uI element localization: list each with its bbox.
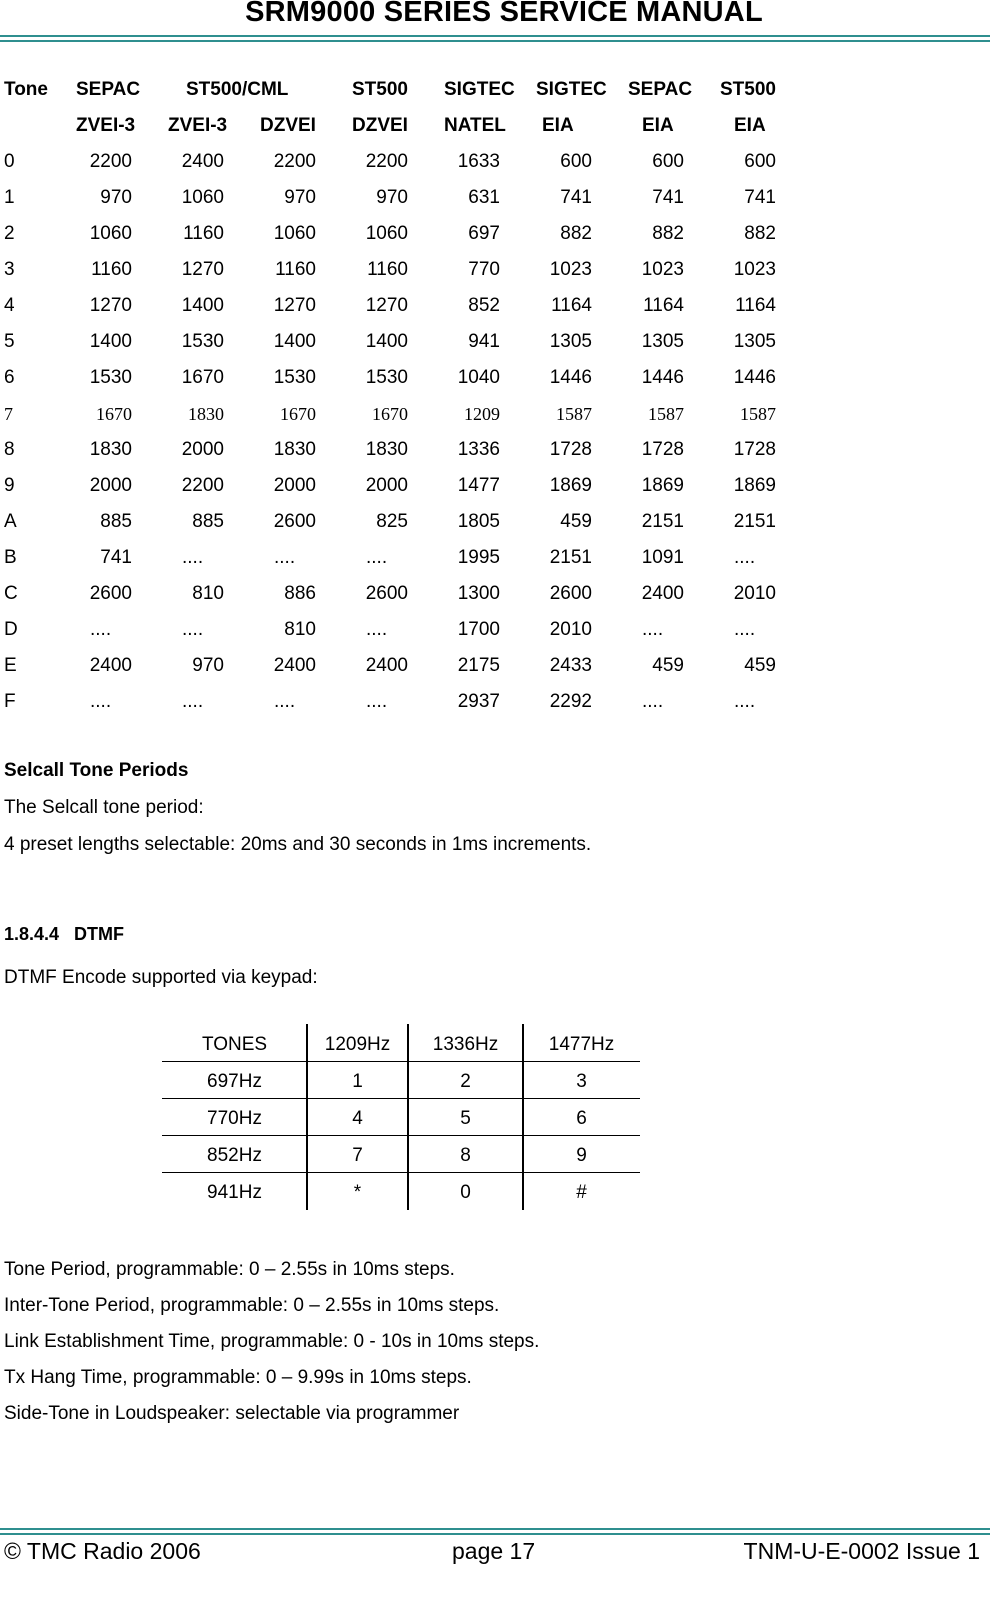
tone-frequency: 1830 xyxy=(188,404,224,424)
tone-table-header: Tone xyxy=(4,79,48,100)
dtmf-section-title: DTMF xyxy=(74,924,124,944)
dtmf-column-divider xyxy=(306,1024,308,1210)
tone-frequency: 1587 xyxy=(648,404,684,424)
tone-frequency: 1530 xyxy=(181,331,224,352)
tone-table-row xyxy=(4,504,804,540)
tone-frequency: 1060 xyxy=(273,223,316,244)
dtmf-column-divider xyxy=(522,1024,524,1210)
tone-frequency: 1400 xyxy=(365,331,408,352)
tone-frequency: 741 xyxy=(744,187,776,208)
tone-label: B xyxy=(4,547,17,568)
tone-frequency: 970 xyxy=(376,187,408,208)
dtmf-row-tone: 852Hz xyxy=(207,1145,262,1166)
tone-frequency: 1160 xyxy=(183,223,224,244)
tone-frequency: 1995 xyxy=(457,547,500,568)
dtmf-row-divider xyxy=(162,1098,640,1099)
tone-frequency: 1160 xyxy=(367,259,408,280)
tone-table-row xyxy=(4,576,804,612)
tone-frequency: 2000 xyxy=(181,439,224,460)
tone-frequency: 2000 xyxy=(365,475,408,496)
tone-frequency: 2292 xyxy=(549,691,592,712)
tone-frequency: 2010 xyxy=(733,583,776,604)
dtmf-keypad-table xyxy=(162,1024,640,1210)
tone-table-row xyxy=(4,216,804,252)
footer-document-id: TNM-U-E-0002 Issue 1 xyxy=(743,1538,980,1564)
tone-label: 7 xyxy=(4,404,13,424)
tone-label: 5 xyxy=(4,331,15,352)
tone-table-row xyxy=(4,324,804,360)
tone-frequency: .... xyxy=(366,691,388,712)
tone-frequency: 770 xyxy=(468,259,500,280)
tone-table-header: ST500 xyxy=(720,79,776,100)
dtmf-key: 0 xyxy=(460,1182,471,1203)
dtmf-table-header: 1209Hz xyxy=(324,1034,391,1055)
tone-frequency: 1670 xyxy=(372,404,408,424)
tone-frequency: 1587 xyxy=(556,404,592,424)
tone-frequency: 1305 xyxy=(549,331,592,352)
tone-frequency: 1633 xyxy=(457,151,500,172)
dtmf-row-divider xyxy=(162,1061,640,1062)
dtmf-key: 8 xyxy=(460,1145,471,1166)
tone-table-header: ST500/CML xyxy=(186,79,289,100)
tone-frequency: 1728 xyxy=(733,439,776,460)
dtmf-key: * xyxy=(353,1182,362,1203)
tone-label: 6 xyxy=(4,367,15,388)
tone-table-subheader: DZVEI xyxy=(352,115,408,136)
dtmf-note: Tx Hang Time, programmable: 0 – 9.99s in 10ms steps. xyxy=(4,1367,472,1388)
tone-frequency: 2010 xyxy=(549,619,592,640)
tone-frequency: 2200 xyxy=(365,151,408,172)
tone-frequency: 600 xyxy=(744,151,776,172)
dtmf-note: Side-Tone in Loudspeaker: selectable via programmer xyxy=(4,1403,460,1424)
dtmf-column-divider xyxy=(407,1024,409,1210)
tone-frequency: 1587 xyxy=(740,404,776,424)
tone-table-row xyxy=(4,648,804,684)
tone-frequency: 1869 xyxy=(733,475,776,496)
tone-frequency: 810 xyxy=(192,583,224,604)
tone-frequency: 1164 xyxy=(735,295,776,316)
tone-frequency: 2433 xyxy=(549,655,592,676)
tone-table-row xyxy=(4,468,804,504)
tone-table-subheader: NATEL xyxy=(444,115,506,136)
tone-frequency: 970 xyxy=(284,187,316,208)
tone-label: 0 xyxy=(4,151,15,172)
tone-frequency: 2600 xyxy=(273,511,316,532)
dtmf-table-header: 1477Hz xyxy=(548,1034,615,1055)
tone-frequency: 1164 xyxy=(643,295,684,316)
tone-label: D xyxy=(4,619,18,640)
tone-frequency: 1670 xyxy=(96,404,132,424)
tone-frequency: 1336 xyxy=(457,439,500,460)
dtmf-key: 7 xyxy=(352,1145,363,1166)
tone-frequency: .... xyxy=(182,547,204,568)
tone-label: 9 xyxy=(4,475,15,496)
tone-frequency: 741 xyxy=(560,187,592,208)
tone-frequency: 1164 xyxy=(551,295,592,316)
tone-table-row xyxy=(4,288,804,324)
dtmf-key: 2 xyxy=(460,1071,471,1092)
tone-frequency: .... xyxy=(274,547,296,568)
dtmf-note: Tone Period, programmable: 0 – 2.55s in 10ms steps. xyxy=(4,1259,455,1280)
tone-frequency: 882 xyxy=(652,223,684,244)
tone-frequency: 600 xyxy=(652,151,684,172)
tone-frequency: 1300 xyxy=(457,583,500,604)
tone-frequency: 2400 xyxy=(273,655,316,676)
tone-frequency: 1023 xyxy=(733,259,776,280)
tone-frequency: .... xyxy=(642,619,664,640)
tone-frequency: 459 xyxy=(652,655,684,676)
tone-frequency: 941 xyxy=(468,331,500,352)
tone-table-row xyxy=(4,612,804,648)
dtmf-key: # xyxy=(576,1182,587,1203)
header-rule-bottom xyxy=(0,40,990,42)
tone-frequency: 1400 xyxy=(89,331,132,352)
tone-frequency: 1023 xyxy=(549,259,592,280)
tone-frequency: .... xyxy=(90,691,112,712)
dtmf-intro: DTMF Encode supported via keypad: xyxy=(4,967,318,988)
tone-frequency: 2937 xyxy=(457,691,500,712)
tone-table-header-row2 xyxy=(4,108,804,144)
selcall-heading: Selcall Tone Periods xyxy=(4,760,189,781)
tone-frequency: 970 xyxy=(100,187,132,208)
tone-frequency: 459 xyxy=(744,655,776,676)
dtmf-key: 4 xyxy=(352,1108,363,1129)
tone-table-subheader: DZVEI xyxy=(260,115,316,136)
tone-label: 1 xyxy=(4,187,15,208)
tone-label: A xyxy=(4,511,17,532)
dtmf-row-tone: 770Hz xyxy=(207,1108,262,1129)
tone-table-row xyxy=(4,396,804,432)
tone-frequency: 2200 xyxy=(273,151,316,172)
tone-table-header-row1 xyxy=(4,72,804,108)
tone-frequency: .... xyxy=(90,619,112,640)
footer-copyright: © TMC Radio 2006 xyxy=(4,1538,201,1564)
tone-table-row xyxy=(4,360,804,396)
tone-frequency: 1305 xyxy=(641,331,684,352)
tone-frequency: 1446 xyxy=(549,367,592,388)
tone-frequency: 970 xyxy=(192,655,224,676)
tone-frequency: 1830 xyxy=(89,439,132,460)
tone-frequency: 1270 xyxy=(273,295,316,316)
tone-table-subheader: EIA xyxy=(734,115,766,136)
tone-frequency: .... xyxy=(182,691,204,712)
tone-frequency: 2200 xyxy=(181,475,224,496)
dtmf-key: 1 xyxy=(352,1071,363,1092)
tone-frequency: 1060 xyxy=(181,187,224,208)
tone-frequency: 1060 xyxy=(89,223,132,244)
tone-table-row xyxy=(4,684,804,720)
tone-frequency: .... xyxy=(734,547,756,568)
dtmf-key: 3 xyxy=(576,1071,587,1092)
tone-frequency: 2400 xyxy=(181,151,224,172)
dtmf-section-number: 1.8.4.4 xyxy=(4,924,60,944)
tone-frequency: 2000 xyxy=(273,475,316,496)
tone-frequency: .... xyxy=(366,547,388,568)
tone-frequency: 2200 xyxy=(89,151,132,172)
tone-frequency: 1728 xyxy=(641,439,684,460)
tone-frequency: 885 xyxy=(192,511,224,532)
tone-table-subheader: ZVEI-3 xyxy=(76,115,136,136)
tone-table-row xyxy=(4,540,804,576)
tone-frequency: 852 xyxy=(468,295,500,316)
tone-frequency: .... xyxy=(366,619,388,640)
tone-label: F xyxy=(4,691,16,712)
tone-table-subheader: EIA xyxy=(542,115,574,136)
tone-frequency: 1040 xyxy=(457,367,500,388)
footer-page-number: page 17 xyxy=(452,1538,536,1564)
tone-frequency: 1830 xyxy=(273,439,316,460)
tone-frequency: 1270 xyxy=(365,295,408,316)
dtmf-row-tone: 941Hz xyxy=(207,1182,262,1203)
tone-label: 2 xyxy=(4,223,15,244)
tone-frequency: .... xyxy=(182,619,204,640)
page-header-title: SRM9000 SERIES SERVICE MANUAL xyxy=(245,0,763,28)
dtmf-key: 9 xyxy=(576,1145,587,1166)
tone-frequency: 1160 xyxy=(91,259,132,280)
tone-frequency: 882 xyxy=(744,223,776,244)
dtmf-row-divider xyxy=(162,1135,640,1136)
tone-frequency: 1728 xyxy=(549,439,592,460)
tone-frequency: 1670 xyxy=(181,367,224,388)
tone-frequency: 2600 xyxy=(89,583,132,604)
tone-frequency: 1270 xyxy=(181,259,224,280)
tone-frequency: 2175 xyxy=(457,655,500,676)
tone-frequency: 1477 xyxy=(457,475,500,496)
tone-frequency: 1530 xyxy=(273,367,316,388)
tone-frequency: 2151 xyxy=(549,547,592,568)
tone-frequency: 1530 xyxy=(89,367,132,388)
tone-frequency: 2400 xyxy=(641,583,684,604)
tone-table-subheader: ZVEI-3 xyxy=(168,115,228,136)
dtmf-table-header: 1336Hz xyxy=(432,1034,499,1055)
tone-frequency: 885 xyxy=(100,511,132,532)
tone-frequency: 2400 xyxy=(365,655,408,676)
tone-frequency: 1446 xyxy=(733,367,776,388)
tone-frequency: 1446 xyxy=(641,367,684,388)
tone-frequency: .... xyxy=(274,691,296,712)
tone-frequency: 1700 xyxy=(457,619,500,640)
tone-frequency: 2000 xyxy=(89,475,132,496)
tone-frequency: 1023 xyxy=(641,259,684,280)
dtmf-row-divider xyxy=(162,1172,640,1173)
tone-frequency: .... xyxy=(642,691,664,712)
tone-frequency: 882 xyxy=(560,223,592,244)
tone-frequency: 1091 xyxy=(641,547,684,568)
dtmf-key: 6 xyxy=(576,1108,587,1129)
tone-table-header: SIGTEC xyxy=(444,79,515,100)
tone-frequency: 1270 xyxy=(89,295,132,316)
tone-frequency: 2600 xyxy=(549,583,592,604)
tone-frequency: 2151 xyxy=(733,511,776,532)
tone-label: C xyxy=(4,583,18,604)
tone-frequency: 631 xyxy=(468,187,500,208)
tone-label: 3 xyxy=(4,259,15,280)
dtmf-row-tone: 697Hz xyxy=(207,1071,262,1092)
footer-rule-top xyxy=(0,1528,990,1530)
header-rule-top xyxy=(0,35,990,37)
tone-table-subheader: EIA xyxy=(642,115,674,136)
tone-frequency: 1670 xyxy=(280,404,316,424)
tone-frequency: 741 xyxy=(652,187,684,208)
tone-frequency: 2400 xyxy=(89,655,132,676)
tone-frequency: .... xyxy=(734,619,756,640)
tone-table-row xyxy=(4,180,804,216)
tone-frequency: 1209 xyxy=(464,404,500,424)
tone-frequency: 810 xyxy=(284,619,316,640)
selcall-text-line2: 4 preset lengths selectable: 20ms and 30 seconds in 1ms increments. xyxy=(4,834,592,855)
tone-frequency: 1305 xyxy=(733,331,776,352)
tone-frequency: 1869 xyxy=(549,475,592,496)
tone-table-row xyxy=(4,144,804,180)
tone-frequency: 1060 xyxy=(365,223,408,244)
tone-table-header: ST500 xyxy=(352,79,408,100)
tone-frequency: 1805 xyxy=(457,511,500,532)
tone-frequency: 825 xyxy=(376,511,408,532)
tone-frequency: 1830 xyxy=(365,439,408,460)
tone-table-header: SIGTEC xyxy=(536,79,607,100)
dtmf-table-header: TONES xyxy=(201,1034,268,1055)
tone-table-header: SEPAC xyxy=(76,79,141,100)
tone-table-header: SEPAC xyxy=(628,79,693,100)
tone-frequency: 886 xyxy=(284,583,316,604)
tone-frequency: 1400 xyxy=(273,331,316,352)
tone-frequency: 1530 xyxy=(365,367,408,388)
tone-frequency: .... xyxy=(734,691,756,712)
tone-label: 4 xyxy=(4,295,15,316)
dtmf-key: 5 xyxy=(460,1108,471,1129)
tone-frequency: 2151 xyxy=(641,511,684,532)
tone-label: 8 xyxy=(4,439,15,460)
tone-frequency: 1869 xyxy=(641,475,684,496)
tone-label: E xyxy=(4,655,17,676)
tone-table-row xyxy=(4,252,804,288)
tone-frequency: 741 xyxy=(100,547,132,568)
dtmf-note: Inter-Tone Period, programmable: 0 – 2.55s in 10ms steps. xyxy=(4,1295,500,1316)
footer-rule-bottom xyxy=(0,1533,990,1535)
tone-frequency: 600 xyxy=(560,151,592,172)
dtmf-note: Link Establishment Time, programmable: 0 - 10s in 10ms steps. xyxy=(4,1331,540,1352)
tone-frequency: 697 xyxy=(468,223,500,244)
tone-frequency: 1160 xyxy=(275,259,316,280)
tone-frequency: 2600 xyxy=(365,583,408,604)
tone-frequency: 1400 xyxy=(181,295,224,316)
selcall-text-line1: The Selcall tone period: xyxy=(4,797,204,818)
tone-frequency: 459 xyxy=(560,511,592,532)
tone-table-row xyxy=(4,432,804,468)
